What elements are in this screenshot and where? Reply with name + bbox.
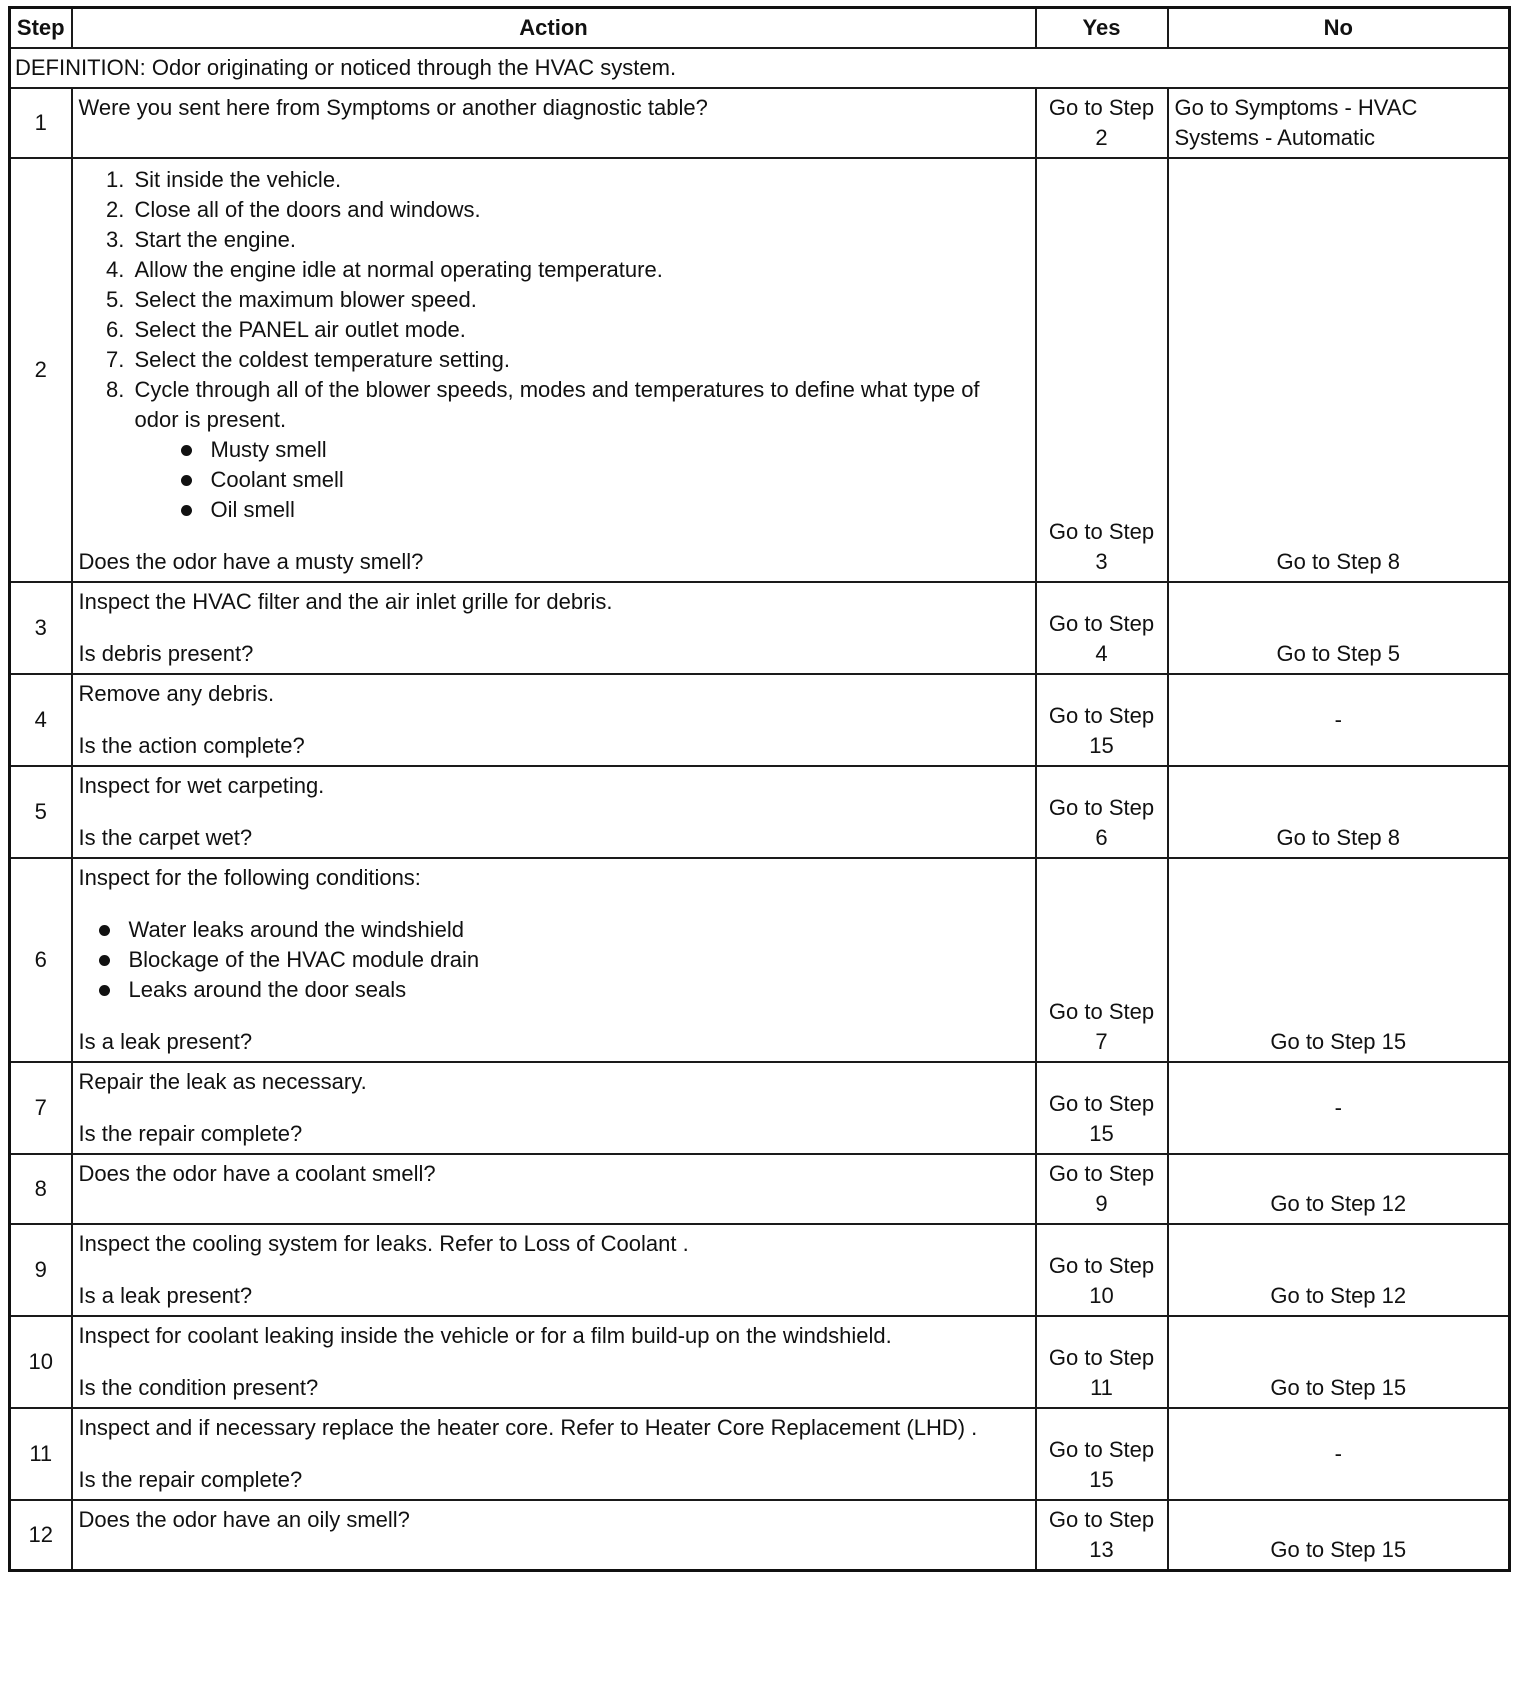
step-number: 8 xyxy=(10,1154,72,1224)
procedure-item: 6. Select the PANEL air outlet mode. xyxy=(131,315,1029,345)
diagnostic-table xyxy=(8,6,1511,1572)
action-instruction: Remove any debris. xyxy=(78,681,275,706)
no-cell: - xyxy=(1168,1408,1510,1500)
no-cell: Go to Step 12 xyxy=(1168,1154,1510,1224)
table-row xyxy=(10,158,1510,582)
step-number: 4 xyxy=(10,674,72,766)
action-cell xyxy=(72,1154,1036,1224)
yes-cell: Go to Step 13 xyxy=(1036,1500,1168,1571)
header-step: Step xyxy=(10,8,72,49)
procedure-list xyxy=(79,165,1029,525)
action-instruction: Does the odor have an oily smell? xyxy=(78,1507,410,1532)
action-instruction: Does the odor have a coolant smell? xyxy=(78,1161,436,1186)
procedure-item: 2. Close all of the doors and windows. xyxy=(131,195,1029,225)
header-action: Action xyxy=(72,8,1036,49)
procedure-item-text: Cycle through all of the blower speeds, modes and temperatures to define what type of odor is present. xyxy=(134,377,980,432)
header-yes: Yes xyxy=(1036,8,1168,49)
action-instruction: Inspect the cooling system for leaks. Refer to Loss of Coolant . xyxy=(78,1231,689,1256)
yes-cell: Go to Step 11 xyxy=(1036,1316,1168,1408)
action-cell xyxy=(72,1500,1036,1571)
procedure-item: 4. Allow the engine idle at normal operating temperature. xyxy=(131,255,1029,285)
condition-item: Blockage of the HVAC module drain xyxy=(93,945,1029,975)
action-cell xyxy=(72,582,1036,674)
action-cell xyxy=(72,1224,1036,1316)
action-cell xyxy=(72,1062,1036,1154)
action-instruction: Inspect the HVAC filter and the air inlet grille for debris. xyxy=(78,589,613,614)
definition-text: DEFINITION: Odor originating or noticed through the HVAC system. xyxy=(10,48,1510,88)
action-instruction: Inspect for the following conditions: xyxy=(78,865,421,890)
procedure-item: 1. Sit inside the vehicle. xyxy=(131,165,1029,195)
step-number: 7 xyxy=(10,1062,72,1154)
step-number: 5 xyxy=(10,766,72,858)
step-number: 2 xyxy=(10,158,72,582)
action-cell xyxy=(72,1408,1036,1500)
action-cell xyxy=(72,766,1036,858)
no-cell: Go to Step 5 xyxy=(1168,582,1510,674)
table-row xyxy=(10,1224,1510,1316)
yes-cell: Go to Step 15 xyxy=(1036,1408,1168,1500)
condition-list xyxy=(79,915,1029,1005)
yes-cell: Go to Step 2 xyxy=(1036,88,1168,158)
no-cell: - xyxy=(1168,1062,1510,1154)
procedure-item: 7. Select the coldest temperature setting. xyxy=(131,345,1029,375)
action-question: Is the carpet wet? xyxy=(78,825,253,850)
table-row xyxy=(10,1154,1510,1224)
yes-cell: Go to Step 7 xyxy=(1036,858,1168,1062)
action-question: Is a leak present? xyxy=(78,1283,253,1308)
yes-cell: Go to Step 15 xyxy=(1036,1062,1168,1154)
step-number: 9 xyxy=(10,1224,72,1316)
step-number: 6 xyxy=(10,858,72,1062)
no-cell: Go to Symptoms - HVAC Systems - Automatic xyxy=(1168,88,1510,158)
action-cell xyxy=(72,88,1036,158)
table-row xyxy=(10,582,1510,674)
table-row xyxy=(10,1408,1510,1500)
action-question: Is the repair complete? xyxy=(78,1121,303,1146)
table-row xyxy=(10,674,1510,766)
step-number: 11 xyxy=(10,1408,72,1500)
action-instruction: Repair the leak as necessary. xyxy=(78,1069,367,1094)
action-instruction: Were you sent here from Symptoms or another diagnostic table? xyxy=(78,95,708,120)
odor-type-item: Coolant smell xyxy=(175,465,1029,495)
table-row xyxy=(10,88,1510,158)
step-number: 3 xyxy=(10,582,72,674)
action-question: Is the condition present? xyxy=(78,1375,319,1400)
yes-cell: Go to Step 15 xyxy=(1036,674,1168,766)
step-number: 12 xyxy=(10,1500,72,1571)
odor-type-list xyxy=(135,435,1029,525)
action-question: Is the action complete? xyxy=(78,733,305,758)
condition-item: Leaks around the door seals xyxy=(93,975,1029,1005)
no-cell: Go to Step 8 xyxy=(1168,766,1510,858)
action-question: Is a leak present? xyxy=(78,1029,253,1054)
action-cell xyxy=(72,674,1036,766)
action-instruction: Inspect for coolant leaking inside the vehicle or for a film build-up on the windshield. xyxy=(78,1323,892,1348)
action-instruction: Inspect for wet carpeting. xyxy=(78,773,325,798)
table-row xyxy=(10,1500,1510,1571)
action-question: Is debris present? xyxy=(78,641,254,666)
action-cell xyxy=(72,1316,1036,1408)
yes-cell: Go to Step 9 xyxy=(1036,1154,1168,1224)
odor-type-item: Musty smell xyxy=(175,435,1029,465)
definition-row xyxy=(10,48,1510,88)
table-row xyxy=(10,1062,1510,1154)
table-row xyxy=(10,858,1510,1062)
odor-type-item: Oil smell xyxy=(175,495,1029,525)
step-number: 10 xyxy=(10,1316,72,1408)
procedure-item xyxy=(131,375,1029,525)
no-cell: Go to Step 8 xyxy=(1168,158,1510,582)
procedure-item: 5. Select the maximum blower speed. xyxy=(131,285,1029,315)
step-number: 1 xyxy=(10,88,72,158)
action-question: Does the odor have a musty smell? xyxy=(78,549,424,574)
header-no: No xyxy=(1168,8,1510,49)
action-question: Is the repair complete? xyxy=(78,1467,303,1492)
no-cell: Go to Step 15 xyxy=(1168,858,1510,1062)
yes-cell: Go to Step 3 xyxy=(1036,158,1168,582)
no-cell: - xyxy=(1168,674,1510,766)
no-cell: Go to Step 15 xyxy=(1168,1316,1510,1408)
no-cell: Go to Step 15 xyxy=(1168,1500,1510,1571)
yes-cell: Go to Step 4 xyxy=(1036,582,1168,674)
condition-item: Water leaks around the windshield xyxy=(93,915,1029,945)
yes-cell: Go to Step 6 xyxy=(1036,766,1168,858)
no-cell: Go to Step 12 xyxy=(1168,1224,1510,1316)
action-instruction: Inspect and if necessary replace the heater core. Refer to Heater Core Replacement (LHD) . xyxy=(78,1415,978,1440)
table-row xyxy=(10,766,1510,858)
header-row xyxy=(10,8,1510,49)
yes-cell: Go to Step 10 xyxy=(1036,1224,1168,1316)
action-cell xyxy=(72,158,1036,582)
action-cell xyxy=(72,858,1036,1062)
procedure-item: 3. Start the engine. xyxy=(131,225,1029,255)
table-row xyxy=(10,1316,1510,1408)
